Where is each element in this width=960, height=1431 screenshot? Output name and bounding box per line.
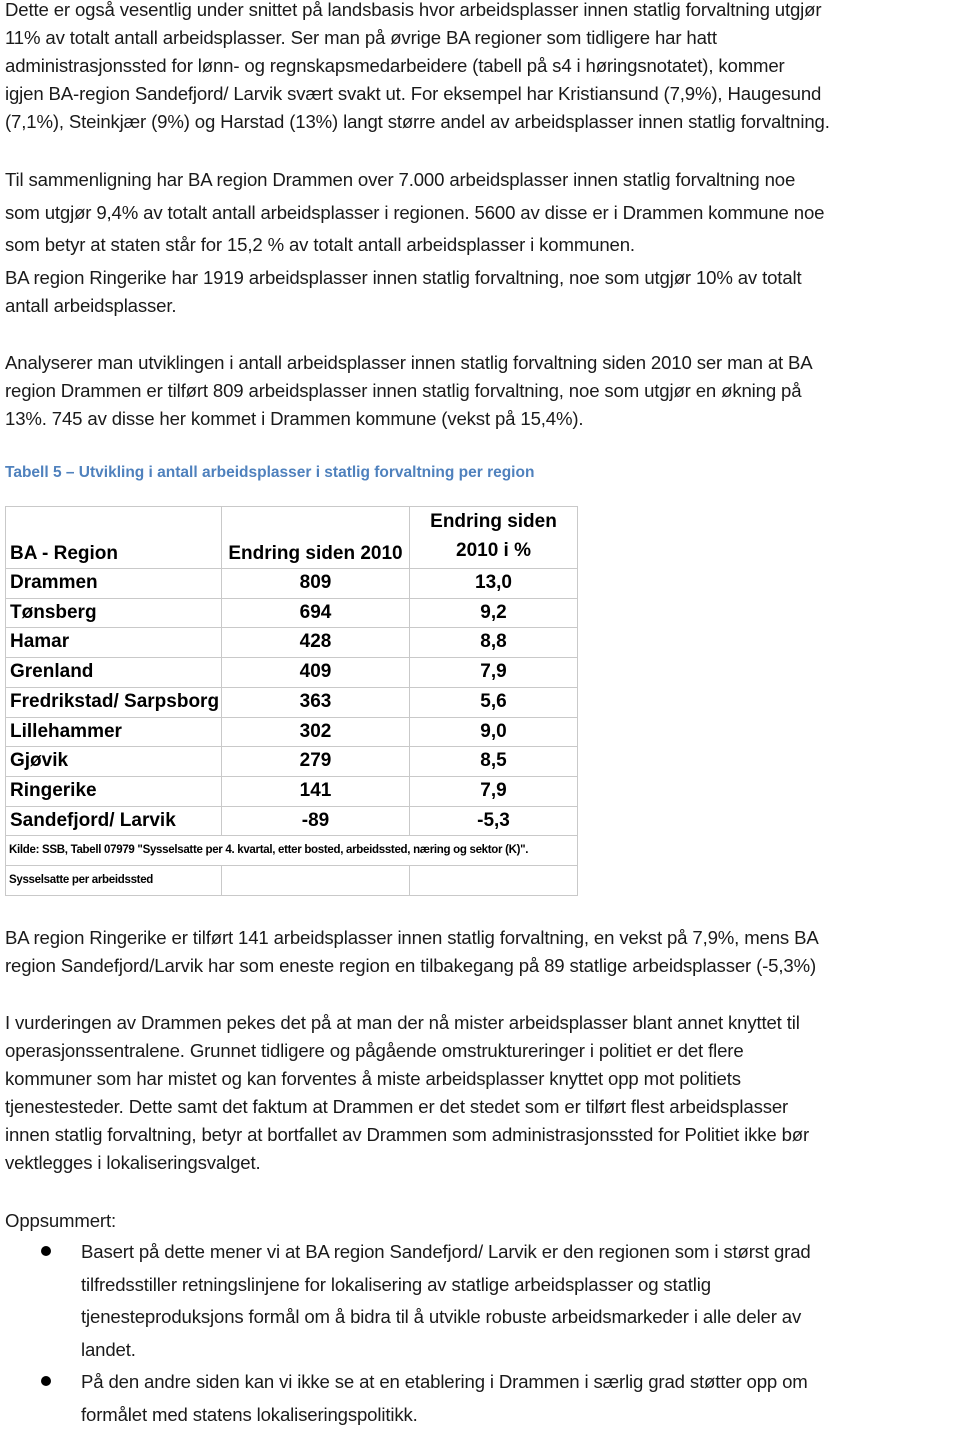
change-percent-cell: 8,5	[410, 747, 578, 777]
change-cell: 409	[222, 658, 410, 688]
text-line: administrasjonssted for lønn- og regnskapsmedarbeidere (tabell på s4 i høringsnotatet), kommer	[5, 52, 957, 80]
text-line: tilfredsstiller retningslinjene for lokalisering av statlige arbeidsplasser og statlig	[81, 1269, 960, 1302]
table-header-row	[6, 507, 578, 569]
table-footnote: Sysselsatte per arbeidssted	[6, 866, 222, 896]
text-line: BA region Ringerike er tilført 141 arbeidsplasser innen statlig forvaltning, en vekst på 7,9%, mens BA	[5, 924, 957, 952]
text-line: tjenestesteder. Dette samt det faktum at Drammen er det stedet som er tilført flest arbeidsplasser	[5, 1093, 957, 1121]
region-cell: Ringerike	[6, 776, 222, 806]
region-cell: Sandefjord/ Larvik	[6, 806, 222, 836]
change-percent-cell: 5,6	[410, 687, 578, 717]
bullet-item	[0, 1236, 960, 1366]
text-line: Til sammenligning har BA region Drammen over 7.000 arbeidsplasser innen statlig forvaltning noe	[5, 164, 957, 197]
bullet-dot-icon	[41, 1246, 51, 1256]
text-line: kommuner som har mistet og kan forventes å miste arbeidsplasser knyttet opp mot politiets	[5, 1065, 957, 1093]
table-row	[6, 776, 578, 806]
change-cell: 279	[222, 747, 410, 777]
text-line: landet.	[81, 1334, 960, 1367]
text-line: region Sandefjord/Larvik har som eneste region en tilbakegang på 89 statlige arbeidsplasser (-5,3%)	[5, 952, 957, 980]
change-cell: -89	[222, 806, 410, 836]
paragraph-ringerike-sandefjord	[5, 924, 957, 980]
summary-bullet-list	[0, 1236, 960, 1431]
table-row	[6, 687, 578, 717]
text-line: Analyserer man utviklingen i antall arbeidsplasser innen statlig forvaltning siden 2010 ser man at BA	[5, 349, 957, 377]
text-line: antall arbeidsplasser.	[5, 292, 957, 320]
text-line: (7,1%), Steinkjær (9%) og Harstad (13%) langt større andel av arbeidsplasser innen statlig forvaltning.	[5, 108, 957, 136]
text-line: som betyr at staten står for 15,2 % av totalt antall arbeidsplasser i kommunen.	[5, 229, 957, 262]
region-table	[5, 506, 578, 896]
change-cell: 141	[222, 776, 410, 806]
text-line: BA region Ringerike har 1919 arbeidsplasser innen statlig forvaltning, noe som utgjør 10% av totalt	[5, 264, 957, 292]
paragraph-drammen-sammenligning	[5, 164, 957, 262]
empty-cell	[410, 866, 578, 896]
summary-heading	[5, 1207, 957, 1235]
change-percent-cell: 7,9	[410, 776, 578, 806]
column-header-change: Endring siden 2010	[222, 507, 410, 569]
region-cell: Fredrikstad/ Sarpsborg	[6, 687, 222, 717]
text-line: vektlegges i lokaliseringsvalget.	[5, 1149, 957, 1177]
table-row	[6, 806, 578, 836]
text-line: Dette er også vesentlig under snittet på landsbasis hvor arbeidsplasser innen statlig forvaltning utgjør	[5, 0, 957, 24]
table-note-row	[6, 866, 578, 896]
region-cell: Tønsberg	[6, 598, 222, 628]
text-line: tjenesteproduksjons formål om å bidra til å utvikle robuste arbeidsmarkeder i alle deler av	[81, 1301, 960, 1334]
change-percent-cell: 9,2	[410, 598, 578, 628]
paragraph-ringerike	[5, 264, 957, 320]
table-row	[6, 598, 578, 628]
paragraph-statlig-andel	[5, 0, 957, 136]
change-cell: 363	[222, 687, 410, 717]
text-line: 13%. 745 av disse her kommet i Drammen kommune (vekst på 15,4%).	[5, 405, 957, 433]
bullet-dot-icon	[41, 1376, 51, 1386]
region-cell: Gjøvik	[6, 747, 222, 777]
change-cell: 302	[222, 717, 410, 747]
paragraph-vurdering-drammen	[5, 1009, 957, 1177]
text-line: I vurderingen av Drammen pekes det på at man der nå mister arbeidsplasser blant annet knyttet til	[5, 1009, 957, 1037]
region-cell: Hamar	[6, 628, 222, 658]
text-line: formålet med statens lokaliseringspolitikk.	[81, 1399, 960, 1431]
table-row	[6, 628, 578, 658]
table-caption: Tabell 5 – Utvikling i antall arbeidsplasser i statlig forvaltning per region	[5, 462, 534, 484]
table-container	[5, 506, 577, 893]
change-percent-cell: 8,8	[410, 628, 578, 658]
column-header-change-percent: Endring siden 2010 i %	[410, 507, 578, 569]
bullet-item	[0, 1366, 960, 1431]
change-cell: 428	[222, 628, 410, 658]
change-percent-cell: -5,3	[410, 806, 578, 836]
change-percent-cell: 13,0	[410, 569, 578, 599]
region-cell: Grenland	[6, 658, 222, 688]
table-source-note: Kilde: SSB, Tabell 07979 "Sysselsatte per 4. kvartal, etter bosted, arbeidssted, næring og sektor (K)".	[6, 836, 578, 866]
text-line: 11% av totalt antall arbeidsplasser. Ser man på øvrige BA regioner som tidligere har hatt	[5, 24, 957, 52]
empty-cell	[222, 866, 410, 896]
text-line: operasjonssentralene. Grunnet tidligere og pågående omstruktureringer i politiet er det flere	[5, 1037, 957, 1065]
change-cell: 694	[222, 598, 410, 628]
paragraph-utvikling	[5, 349, 957, 433]
column-header-region: BA - Region	[6, 507, 222, 569]
table-row	[6, 717, 578, 747]
table-row	[6, 569, 578, 599]
text-line: igjen BA-region Sandefjord/ Larvik svært svakt ut. For eksempel har Kristiansund (7,9%), Haugesund	[5, 80, 957, 108]
change-percent-cell: 9,0	[410, 717, 578, 747]
text-line: region Drammen er tilført 809 arbeidsplasser innen statlig forvaltning, noe som utgjør en økning på	[5, 377, 957, 405]
text-line: som utgjør 9,4% av totalt antall arbeidsplasser i regionen. 5600 av disse er i Drammen kommune noe	[5, 197, 957, 230]
region-cell: Drammen	[6, 569, 222, 599]
text-line: På den andre siden kan vi ikke se at en etablering i Drammen i særlig grad støtter opp om	[81, 1366, 960, 1399]
text-line: Oppsummert:	[5, 1207, 957, 1235]
table-row	[6, 747, 578, 777]
text-line: Basert på dette mener vi at BA region Sandefjord/ Larvik er den regionen som i størst grad	[81, 1236, 960, 1269]
text-line: innen statlig forvaltning, betyr at bortfallet av Drammen som administrasjonssted for Politiet ikke bør	[5, 1121, 957, 1149]
region-cell: Lillehammer	[6, 717, 222, 747]
change-percent-cell: 7,9	[410, 658, 578, 688]
table-row	[6, 658, 578, 688]
change-cell: 809	[222, 569, 410, 599]
table-source-row	[6, 836, 578, 866]
